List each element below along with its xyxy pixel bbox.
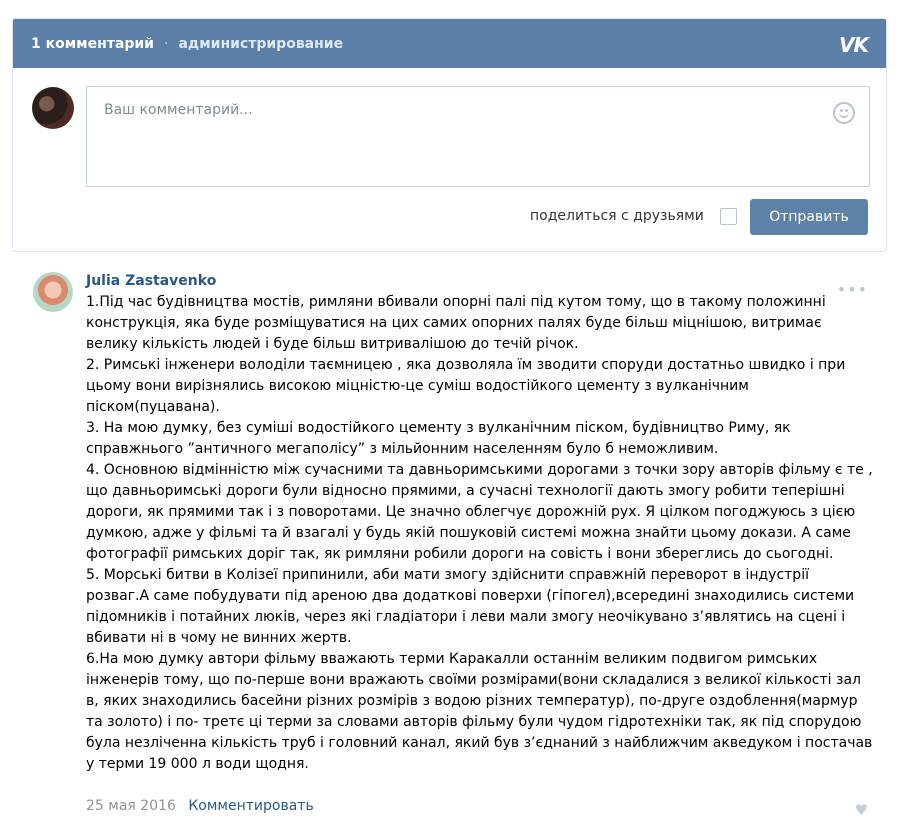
comment-paragraph: 2. Римські інженери володіли таємницею , яка дозволяла їм зводити споруди достатньо швидко і при цьому вони вирізнялись високою міцністю-це суміш водостійкого цементу з вулканічним піском(пуцавана).	[86, 357, 846, 415]
heart-icon[interactable]: ♥	[854, 801, 868, 819]
admin-link[interactable]: администрирование	[178, 35, 344, 52]
comments-widget	[12, 18, 887, 252]
share-with-friends-label: поделиться с друзьями	[530, 208, 704, 224]
comment-input[interactable]	[104, 102, 804, 118]
share-with-friends-checkbox[interactable]	[720, 208, 737, 225]
reply-link[interactable]: Комментировать	[188, 798, 314, 814]
current-user-avatar	[32, 87, 74, 129]
comment-meta	[86, 798, 314, 814]
comment-paragraph: 1.Під час будівництва мостів, римляни вбивали опорні палі під кутом тому, що в такому положинні конструкція, яка буде розміщуватися на цих самих опорних палях буде більш міцнішою, витримає велику кількість людей і буде більш витривалішою до течій річок.	[86, 294, 826, 352]
send-button[interactable]: Отправить	[750, 199, 868, 235]
comment-paragraph: 5. Морські битви в Колізеї припинили, аби мати змогу здійснити справжній переворот в індустрії розваг.А саме побудувати під ареною два додаткові поверхи (гіпогел),всередині знаходились системи підомників і потайних люків, через які гладіатори і леви мали змогу неочікувано з’являтись на сцені і вбивати ні в чому не винних жертв.	[86, 567, 855, 646]
separator-dot: ·	[164, 35, 169, 52]
smile-icon[interactable]	[833, 102, 855, 124]
author-avatar[interactable]	[33, 272, 73, 312]
comment-date[interactable]: 25 мая 2016	[86, 798, 176, 814]
comments-header	[13, 19, 886, 68]
comment-paragraph: 4. Основною відмінністю між сучасними та давньоримськими дорогами з точки зору авторів фільму є те , що давньоримські дороги були відносно прямими, а сучасні технології дають змогу робити теперішні дороги, як прямими так і з поворотами. Це значно облегчує дорожній рух. Я цілком погоджуюсь з цією думкою, адже у фільмі та й взагалі у будь якій пошуковій системі можна знайти цьому докази. А саме фотографії римських доріг так, як римляни робили дороги на совість і вони збереглись до сьогодні.	[86, 462, 873, 562]
comment-paragraph: 3. На мою думку, без суміші водостійкого цементу з вулканічним піском, будівництво Риму, як справжнього ”античного мегаполісу” з мільйонним населенням було б неможливим.	[86, 420, 791, 457]
vk-logo-icon[interactable]: VK	[839, 33, 868, 57]
author-name[interactable]: Julia Zastavenko	[86, 273, 217, 289]
comment-paragraph: 6.На мою думку автори фільму вважають терми Каракалли останнім великим подвигом римських інженерів тому, що по-перше вони вражають своїми розмірами(вони складалися з великої кількості зал в, яких знаходились басейни різних розмірів з водою різних температур), по-друге оздоблення(мармур та золото) і по- третє ці терми за словами авторів фільму були чудом гідротехніки так, як під спорудою була незліченна кількість труб і головний канал, який був з’єднаний з найближчим акведуком і постачав у терми 19 000 л води щодня.	[86, 651, 873, 772]
comment-composer[interactable]	[86, 86, 870, 187]
comment-text	[86, 292, 876, 775]
more-icon[interactable]: •••	[836, 280, 868, 299]
comment-count[interactable]: 1 комментарий	[31, 35, 154, 52]
